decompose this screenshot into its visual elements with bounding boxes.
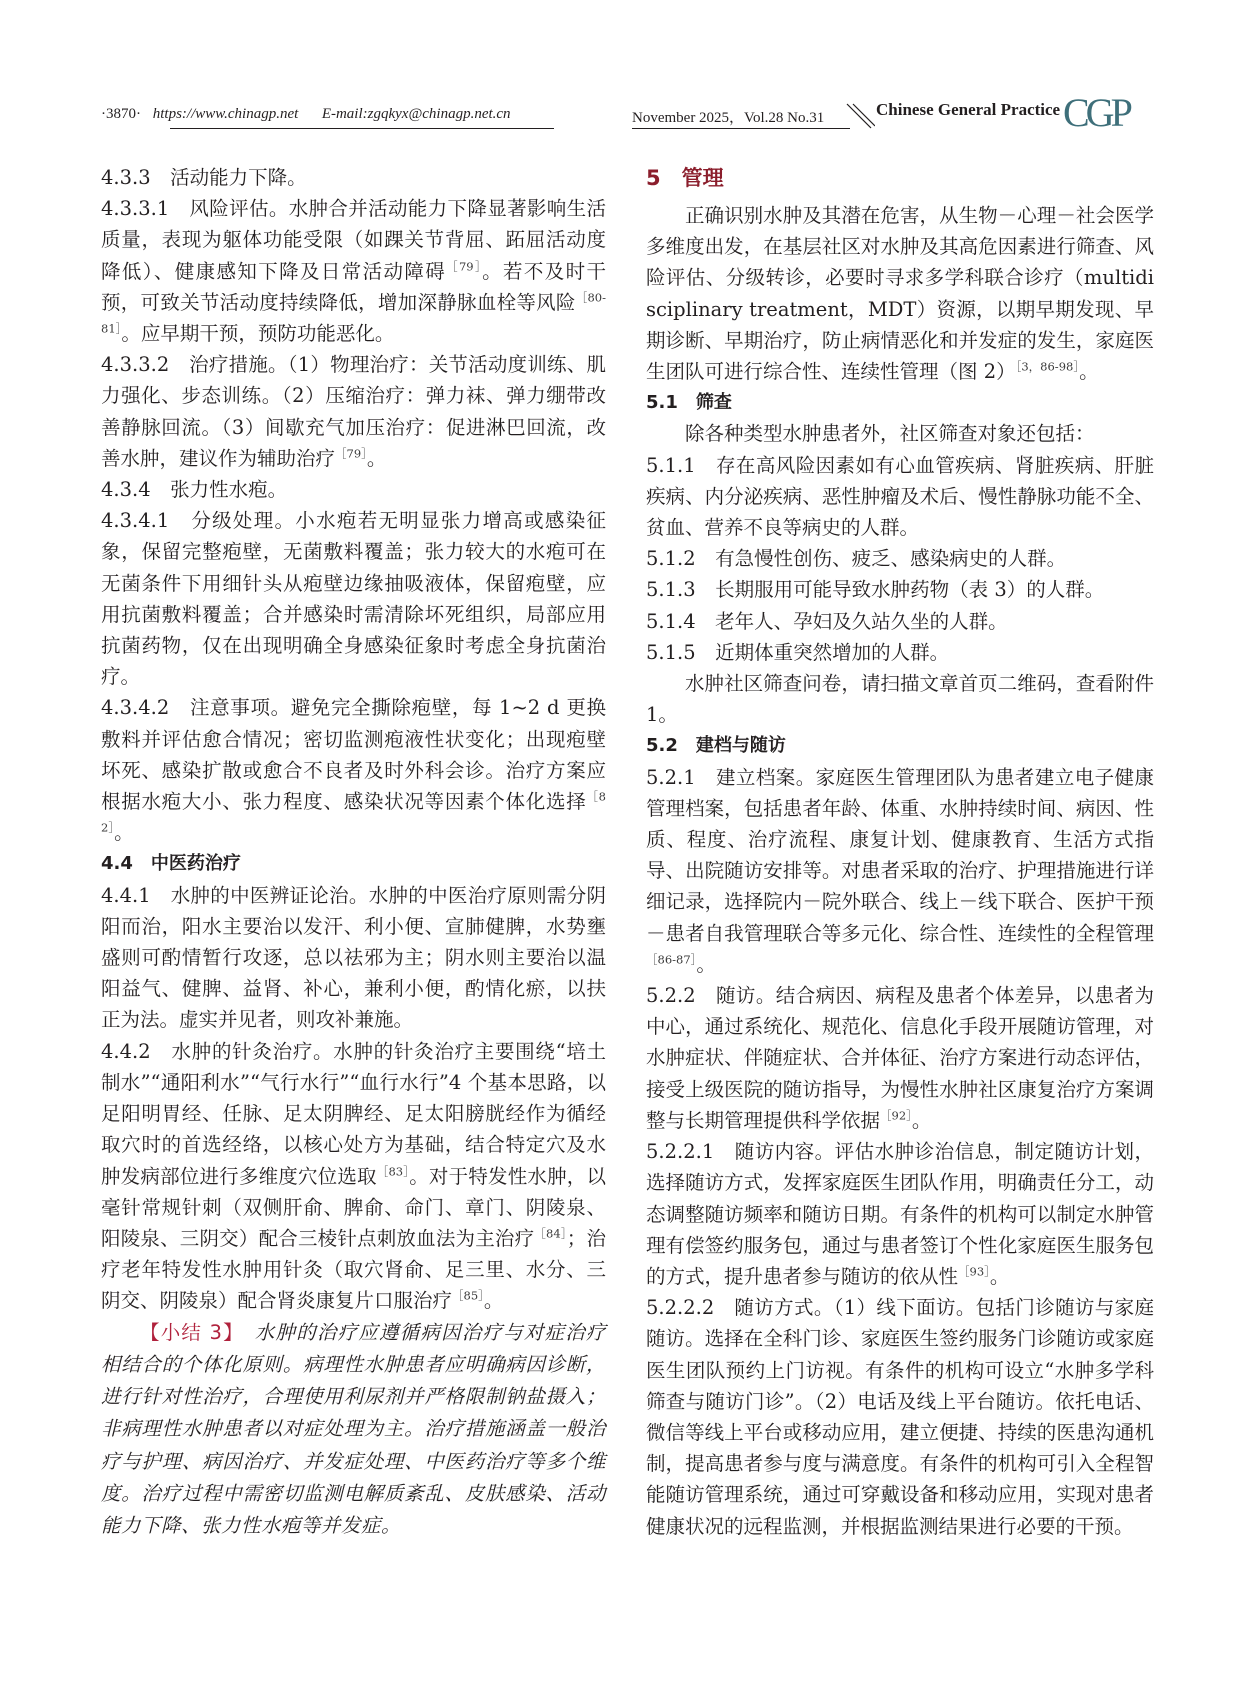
citation: ［82］ <box>101 789 606 835</box>
paragraph-text: 4.3.3.2 治疗措施。（1）物理治疗：关节活动度训练、肌力强化、步态训练。（2）压缩治疗：弹力袜、弹力绷带改善静脉回流。（3）间歇充气加压治疗：促进淋巴回流，改善水肿，建议作为辅助治疗 <box>101 353 606 470</box>
paragraph <box>101 692 606 848</box>
paragraph-text: 。若不及时干预，可致关节活动度持续降低，增加深静脉血栓等风险 <box>101 259 606 314</box>
paragraph-text: 4.4.2 水肿的针灸治疗。水肿的针灸治疗主要围绕“培土制水”“通阳利水”“气行水行”“血行水行”4 个基本思路，以足阳明胃经、任脉、足太阴脾经、足太阳膀胱经作为循经取穴时的首选经络，以核心处方为基础，结合特定穴及水肿发病部位进行多维度穴位选取 <box>101 1039 606 1188</box>
paragraph <box>646 762 1154 980</box>
paragraph <box>646 1136 1154 1292</box>
paragraph: 4.3.4 张力性水疱。 <box>101 478 288 502</box>
paragraph <box>646 980 1154 1136</box>
page-number: ·3870· <box>101 106 141 122</box>
issue-date-volume: November 2025，Vol.28 No.31 <box>632 110 825 126</box>
paragraph-text: 4.3.3.1 风险评估。水肿合并活动能力下降显著影响生活质量，表现为躯体功能受限（如踝关节背屈、跖屈活动度降低）、健康感知下降及日常活动障碍 <box>101 197 606 283</box>
paragraph-text: 5.2.1 建立档案。家庭医生管理团队为患者建立电子健康管理档案，包括患者年龄、体重、水肿持续时间、病因、性质、程度、治疗流程、康复计划、健康教育、生活方式指导、出院随访安排等。对患者采取的治疗、护理措施进行详细记录，选择院内－院外联合、线上－线下联合、医护干预－患者自我管理联合等多元化、综合性、连续性的全程管理 <box>646 765 1154 945</box>
paragraph: 4.3.3 活动能力下降。 <box>101 166 307 189</box>
paragraph-text: 。 <box>483 1289 504 1313</box>
header-slash-decoration <box>845 100 875 130</box>
header-left <box>101 106 511 123</box>
paragraph-text: 4.3.4.2 注意事项。避免完全撕除疱壁，每 1~2 d 更换敷料并评估愈合情况；密切监测疱液性状变化；出现疱壁坏死、感染扩散或愈合不良者及时外科会诊。治疗方案应根据水疱大小、张力程度、感染状况等因素个体化选择 <box>101 696 606 814</box>
section-heading: 5.2 建档与随访 <box>646 735 786 757</box>
citation: ［79］ <box>446 259 483 274</box>
paragraph: 水肿社区筛查问卷，请扫描文章首页二维码，查看附件 1。 <box>646 672 1154 727</box>
citation: ［93］ <box>958 1264 990 1279</box>
citation: ［3，86-98］ <box>1015 359 1080 374</box>
paragraph: 4.4.1 水肿的中医辨证论治。水肿的中医治疗原则需分阴阳而治，阳水主要治以发汗、利小便、宣肺健脾，水势壅盛则可酌情暂行攻逐，总以祛邪为主；阴水则主要治以温阳益气、健脾、益肾、补心，兼利小便，酌情化瘀，以扶正为法。虚实并见者，则攻补兼施。 <box>101 883 606 1032</box>
citation: ［79］ <box>335 446 367 461</box>
summary-box <box>101 1317 606 1543</box>
paragraph-text: 。对于特发性水肿，以毫针常规针刺（双侧肝俞、脾俞、命门、章门、阴陵泉、阳陵泉、三阴交）配合三棱针点刺放血法为主治疗 <box>101 1164 606 1250</box>
section-heading: 5.1 筛查 <box>646 392 732 414</box>
citation: ［86-87］ <box>646 952 697 967</box>
header-rule <box>632 128 850 129</box>
paragraph: 5.1.4 老年人、孕妇及久站久坐的人群。 <box>646 609 1008 633</box>
journal-email[interactable]: E-mail:zgqkyx@chinagp.net.cn <box>321 106 511 122</box>
section-heading: 5 管理 <box>646 166 724 190</box>
paragraph <box>101 349 606 474</box>
cgp-logo <box>1063 92 1155 132</box>
paragraph-text: 。应早期干预，预防功能恶化。 <box>121 322 395 346</box>
paragraph: 5.2.2.2 随访方式。（1）线下面访。包括门诊随访与家庭随访。选择在全科门诊、家庭医生签约服务门诊随访或家庭医生团队预约上门访视。有条件的机构可设立“水肿多学科筛查与随访门诊”。（2）电话及线上平台随访。依托电话、微信等线上平台或移动应用，建立便捷、持续的医患沟通机制，提高患者参与度与满意度。有条件的机构可引入全程智能随访管理系统，通过可穿戴设备和移动应用，实现对患者健康状况的远程监测，并根据监测结果进行必要的干预。 <box>646 1296 1154 1538</box>
summary-text: 水肿的治疗应遵循病因治疗与对症治疗相结合的个体化原则。病理性水肿患者应明确病因诊断，进行针对性治疗，合理使用利尿剂并严格限制钠盐摄入；非病理性水肿患者以对症处理为主。治疗措施涵盖一般治疗与护理、病因治疗、并发症处理、中医药治疗等多个维度。治疗过程中需密切监测电解质紊乱、皮肤感染、活动能力下降、张力性水疱等并发症。 <box>101 1320 606 1538</box>
paragraph: 除各种类型水肿患者外，社区筛查对象还包括： <box>685 422 1095 446</box>
paragraph: 5.1.3 长期服用可能导致水肿药物（表 3）的人群。 <box>646 578 1105 602</box>
summary-label: 【小结 3】 <box>140 1320 235 1344</box>
paragraph: 5.1.5 近期体重突然增加的人群。 <box>646 640 950 664</box>
paragraph-text: ；治疗老年特发性水肿用针灸（取穴肾俞、足三里、水分、三阴交、阴陵泉）配合肾炎康复片口服治疗 <box>101 1226 606 1313</box>
paragraph: 4.3.4.1 分级处理。小水疱若无明显张力增高或感染征象，保留完整疱壁，无菌敷料覆盖；张力较大的水疱可在无菌条件下用细针头从疱壁边缘抽吸液体，保留疱壁，应用抗菌敷料覆盖；合并感染时需清除坏死组织，局部应用抗菌药物，仅在出现明确全身感染征象时考虑全身抗菌治疗。 <box>101 509 606 689</box>
citation: ［84］ <box>534 1226 567 1241</box>
paragraph-text: 。 <box>114 821 134 845</box>
paragraph-text: 。 <box>989 1264 1010 1288</box>
citation: ［85］ <box>452 1288 484 1303</box>
paragraph-text: 。 <box>696 952 716 976</box>
paragraph-text: 5.2.2.1 随访内容。评估水肿诊治信息，制定随访计划，选择随访方式，发挥家庭医生团队作用，明确责任分工，动态调整随访频率和随访日期。有条件的机构可以制定水肿管理有偿签约服务包，通过与患者签订个性化家庭医生服务包的方式，提升患者参与随访的依从性 <box>646 1140 1154 1288</box>
cgp-logo-text: CGP <box>1063 92 1129 132</box>
citation: ［92］ <box>880 1108 912 1123</box>
paragraph-text: 。 <box>366 446 387 470</box>
right-column <box>646 162 1154 1542</box>
paragraph-text: 。 <box>1079 360 1099 384</box>
journal-name: Chinese General Practice <box>876 100 1061 119</box>
paragraph <box>101 193 606 349</box>
left-column <box>101 162 606 1543</box>
page-header <box>0 92 1247 132</box>
paragraph-text: 5.2.2 随访。结合病因、病程及患者个体差异，以患者为中心，通过系统化、规范化、信息化手段开展随访管理，对水肿症状、伴随症状、合并体征、治疗方案进行动态评估，接受上级医院的随访指导，为慢性水肿社区康复治疗方案调整与长期管理提供科学依据 <box>646 984 1154 1132</box>
paragraph <box>101 1036 606 1317</box>
section-heading: 4.4 中医药治疗 <box>101 853 241 875</box>
paragraph-text: 正确识别水肿及其潜在危害，从生物－心理－社会医学多维度出发，在基层社区对水肿及其高危因素进行筛查、风险评估、分级转诊，必要时寻求多学科联合诊疗（multidisciplinary treatment，MDT）资源，以期早期发现、早期诊断、早期治疗，防止病情恶化和并发症的发生，家庭医生团队可进行综合性、连续性管理（图 2） <box>646 204 1154 384</box>
citation: ［83］ <box>376 1164 410 1178</box>
paragraph-text: 。 <box>911 1108 932 1132</box>
journal-url[interactable]: https://www.chinagp.net <box>152 106 299 122</box>
paragraph: 5.1.2 有急慢性创伤、疲乏、感染病史的人群。 <box>646 547 1067 571</box>
header-underline <box>170 128 554 129</box>
paragraph: 5.1.1 存在高风险因素如有心血管疾病、肾脏疾病、肝脏疾病、内分泌疾病、恶性肿瘤及术后、慢性静脉功能不全、贫血、营养不良等病史的人群。 <box>646 453 1154 540</box>
paragraph <box>646 200 1154 387</box>
citation: ［80-81］ <box>101 290 606 336</box>
